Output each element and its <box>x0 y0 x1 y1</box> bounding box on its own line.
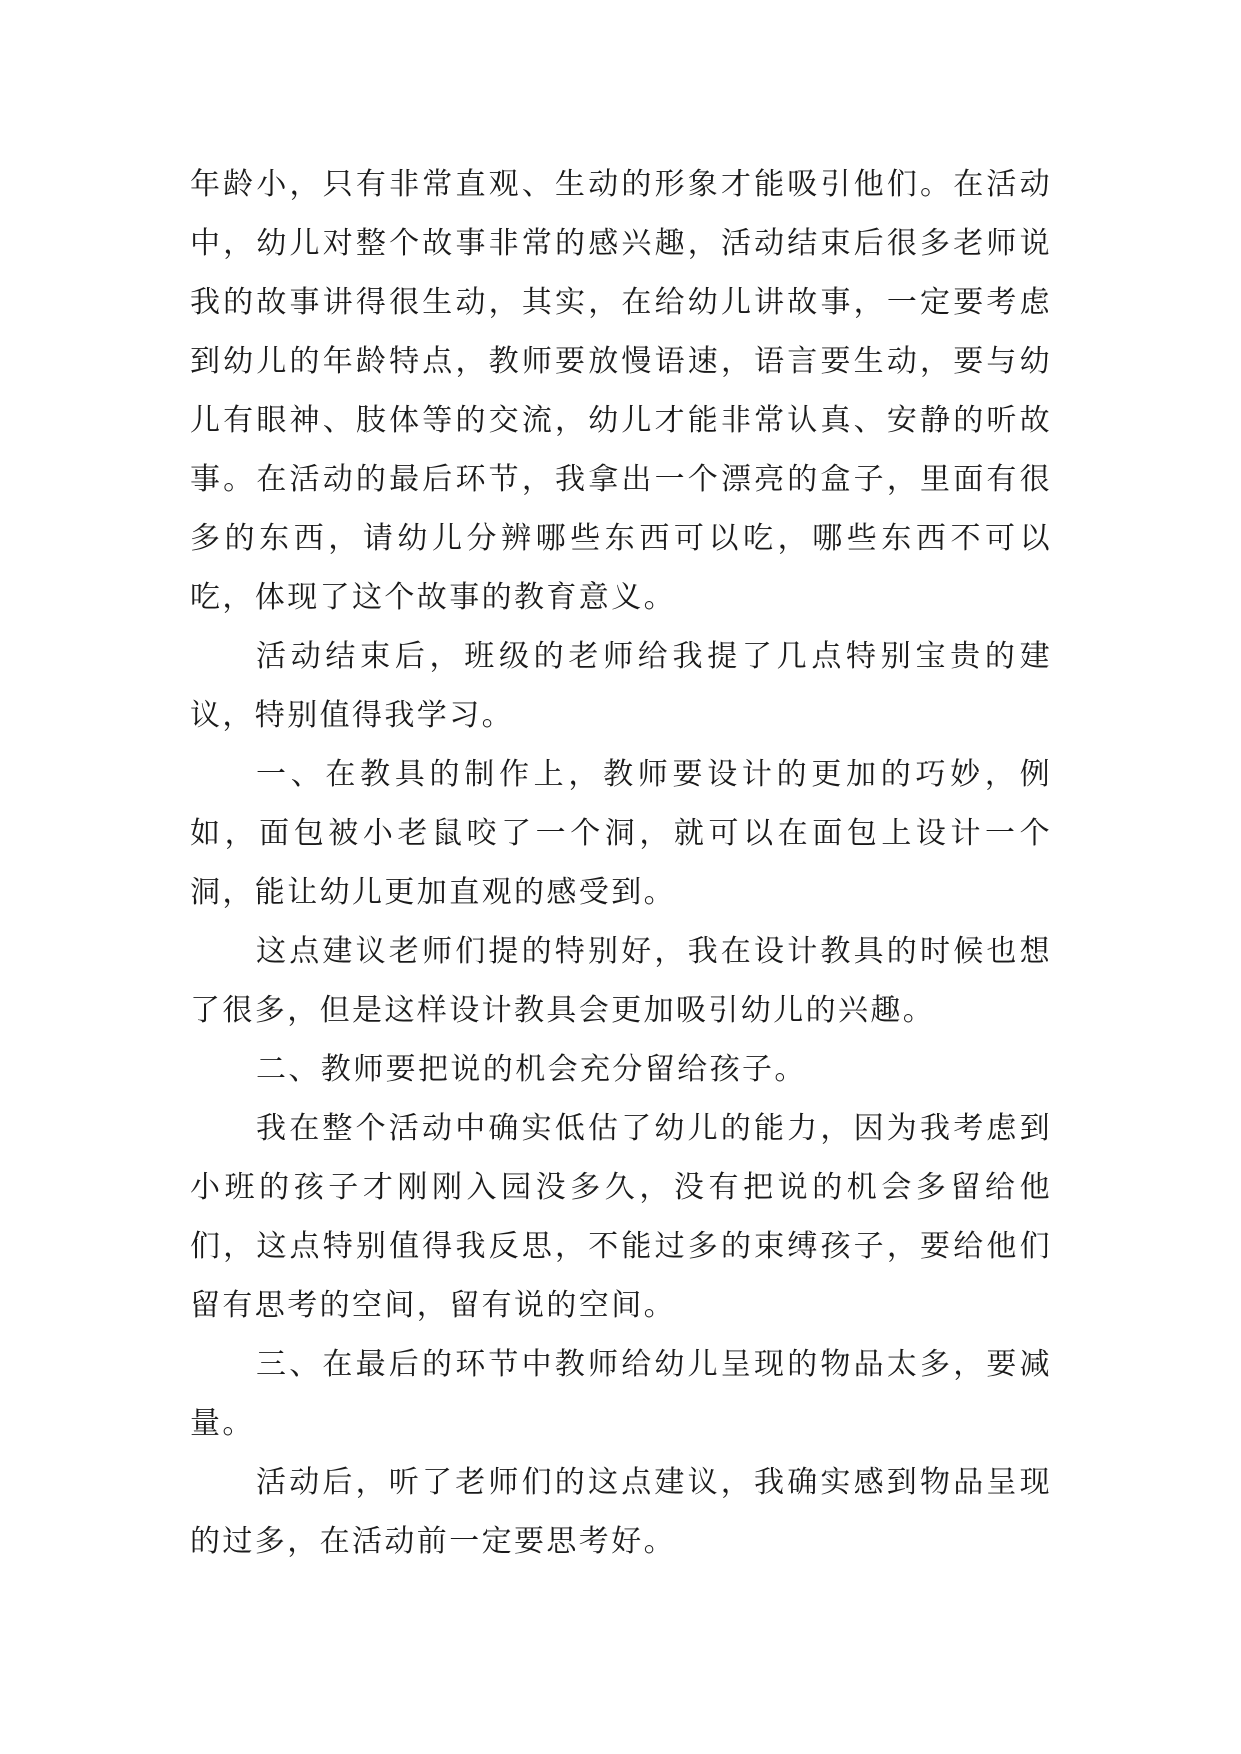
paragraph-reflection-one: 这点建议老师们提的特别好，我在设计教具的时候也想了很多，但是这样设计教具会更加吸引幼儿的兴趣。 <box>190 934 1052 1028</box>
document-body <box>190 155 1052 1571</box>
paragraph-reflection-two: 我在整个活动中确实低估了幼儿的能力，因为我考虑到小班的孩子才刚刚入园没多久，没有把说的机会多留给他们，这点特别值得我反思，不能过多的束缚孩子，要给他们留有思考的空间，留有说的空间。 <box>190 1111 1052 1323</box>
paragraph-reflection-three: 活动后，听了老师们的这点建议，我确实感到物品呈现的过多，在活动前一定要思考好。 <box>190 1465 1052 1559</box>
paragraph-continuation: 年龄小，只有非常直观、生动的形象才能吸引他们。在活动中，幼儿对整个故事非常的感兴趣，活动结束后很多老师说我的故事讲得很生动，其实，在给幼儿讲故事，一定要考虑到幼儿的年龄特点，教师要放慢语速，语言要生动，要与幼儿有眼神、肢体等的交流，幼儿才能非常认真、安静的听故事。在活动的最后环节，我拿出一个漂亮的盒子，里面有很多的东西，请幼儿分辨哪些东西可以吃，哪些东西不可以吃，体现了这个故事的教育意义。 <box>190 167 1052 615</box>
paragraph-suggestion-two: 二、教师要把说的机会充分留给孩子。 <box>256 1052 807 1087</box>
paragraph-suggestion-three: 三、在最后的环节中教师给幼儿呈现的物品太多，要减量。 <box>190 1347 1052 1441</box>
paragraph-suggestion-one: 一、在教具的制作上，教师要设计的更加的巧妙，例如，面包被小老鼠咬了一个洞，就可以在面包上设计一个洞，能让幼儿更加直观的感受到。 <box>190 757 1052 910</box>
paragraph-suggestions-intro: 活动结束后，班级的老师给我提了几点特别宝贵的建议，特别值得我学习。 <box>190 639 1052 733</box>
